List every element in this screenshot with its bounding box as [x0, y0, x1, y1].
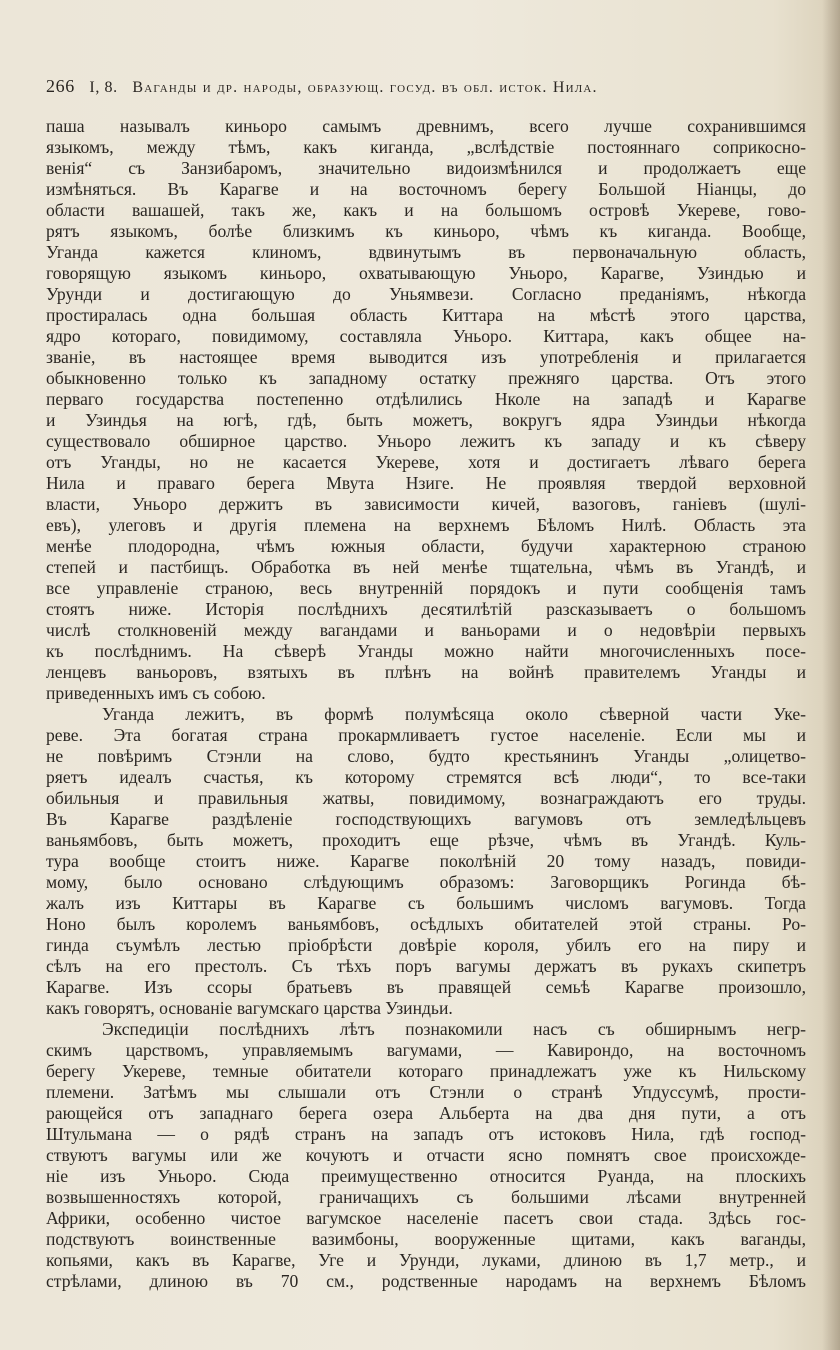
text-line: обыкновенно только къ западному остатку прежняго царства. Отъ этого: [46, 368, 806, 388]
text-line: Ноно былъ королемъ ваньямбовъ, осѣдлыхъ обитателей этой страны. Ро-: [46, 914, 806, 934]
text-line: племени. Затѣмъ мы слышали отъ Стэнли о странѣ Упдуссумѣ, прости-: [46, 1082, 806, 1102]
text-line: званіе, въ настоящее время выводится изъ употребленія и прилагается: [46, 347, 806, 367]
text-line: копьями, какъ въ Карагве, Уге и Урунди, луками, длиною въ 1,7 метр., и: [46, 1250, 806, 1270]
page-edge-shadow: [822, 0, 840, 1350]
text-line: подствуютъ воинственные вазимбоны, вооруженные щитами, какъ ваганды,: [46, 1229, 806, 1249]
text-line: ствуютъ вагумы или же кочуютъ и отчасти ясно помнятъ свое происхожде-: [46, 1145, 806, 1165]
text-line: Экспедиціи послѣднихъ лѣтъ познакомили насъ съ обширнымъ негр-: [102, 1019, 806, 1039]
text-line: простиралась одна большая область Киттара на мѣстѣ этого царства,: [46, 305, 806, 325]
text-line: существовало обширное царство. Уньоро лежитъ къ западу и къ сѣверу: [46, 431, 806, 451]
text-line: и Узиндья на югѣ, гдѣ, быть можетъ, вокругъ ядра Узиндьи нѣкогда: [46, 410, 806, 430]
text-line: Уганда кажется клиномъ, вдвинутымъ въ первоначальную область,: [46, 242, 806, 262]
text-line: ленцевъ ваньоровъ, взятыхъ въ плѣнъ на войнѣ правителемъ Уганды и: [46, 662, 806, 682]
text-line: перваго государства постепенно отдѣлились Нколе на западѣ и Карагве: [46, 389, 806, 409]
text-line: ядро котораго, повидимому, составляла Уньоро. Киттара, какъ общее на-: [46, 326, 806, 346]
text-line: не повѣримъ Стэнли на слово, будто крестьянинъ Уганды „олицетво-: [46, 746, 806, 766]
running-header: [46, 76, 816, 97]
text-line: Нила и праваго берега Мвута Нзиге. Не проявляя твердой верховной: [46, 473, 806, 493]
text-line: рающейся отъ западнаго берега озера Альберта на два дня пути, а отъ: [46, 1103, 806, 1123]
text-line: обильныя и правильныя жатвы, повидимому, вознаграждаютъ его труды.: [46, 788, 806, 808]
text-line: Урунди и достигающую до Уньямвези. Согласно преданіямъ, нѣкогда: [46, 284, 806, 304]
text-line: Штульмана — о рядѣ странъ на западъ отъ истоковъ Нила, гдѣ господ-: [46, 1124, 806, 1144]
section-number: I, 8.: [89, 79, 118, 96]
text-line: рятъ языкомъ, болѣе близкимъ къ киньоро, чѣмъ къ киганда. Вообще,: [46, 221, 806, 241]
running-title: Ваганды и др. народы, образующ. госуд. въ обл. исток. Нила.: [132, 79, 598, 96]
text-line: приведенныхъ имъ съ собою.: [46, 683, 266, 703]
text-line: числѣ столкновеній между вагандами и ваньорами и о недовѣріи первыхъ: [46, 620, 806, 640]
text-line: къ послѣднимъ. На сѣверѣ Уганды можно найти многочисленныхъ посе-: [46, 641, 806, 661]
text-line: степей и пастбищъ. Обработка въ ней менѣе тщательна, чѣмъ въ Угандѣ, и: [46, 557, 806, 577]
text-line: отъ Уганды, но не касается Укереве, хотя и достигаетъ лѣваго берега: [46, 452, 806, 472]
text-line: паша называлъ киньоро самымъ древнимъ, всего лучше сохранившимся: [46, 116, 806, 136]
text-line: сѣлъ на его престолъ. Съ тѣхъ поръ вагумы держатъ въ рукахъ скипетръ: [46, 956, 806, 976]
text-line: ряетъ идеалъ счастья, къ которому стремятся всѣ люди“, то все-таки: [46, 767, 806, 787]
page-body-text: [46, 116, 806, 1292]
text-line: Карагве. Изъ ссоры братьевъ въ правящей семьѣ Карагве произошло,: [46, 977, 806, 997]
text-line: евъ), улеговъ и другія племена на верхнемъ Бѣломъ Нилѣ. Область эта: [46, 515, 806, 535]
text-line: стоятъ ниже. Исторія послѣднихъ десятилѣтій разсказываетъ о большомъ: [46, 599, 806, 619]
text-line: берегу Укереве, темные обитатели котораго принадлежатъ уже къ Нильскому: [46, 1061, 806, 1081]
text-line: возвышенностяхъ которой, граничащихъ съ большими лѣсами внутренней: [46, 1187, 806, 1207]
text-line: говорящую языкомъ киньоро, охватывающую Уньоро, Карагве, Узиндью и: [46, 263, 806, 283]
text-line: стрѣлами, длиною въ 70 см., родственные народамъ на верхнемъ Бѣломъ: [46, 1271, 806, 1291]
text-line: скимъ царствомъ, управляемымъ вагумами, — Кавирондо, на восточномъ: [46, 1040, 806, 1060]
text-line: мому, было основано слѣдующимъ образомъ: Заговорщикъ Рогинда бѣ-: [46, 872, 806, 892]
text-line: Въ Карагве раздѣленіе господствующихъ вагумовъ отъ земледѣльцевъ: [46, 809, 806, 829]
text-line: Африки, особенно чистое вагумское населеніе пасетъ свои стада. Здѣсь гос-: [46, 1208, 806, 1228]
text-line: Уганда лежитъ, въ формѣ полумѣсяца около сѣверной части Уке-: [102, 704, 806, 724]
text-line: языкомъ, между тѣмъ, какъ киганда, „вслѣдствіе постояннаго соприкосно-: [46, 137, 806, 157]
text-line: ваньямбовъ, быть можетъ, проходитъ еще рѣзче, чѣмъ въ Угандѣ. Куль-: [46, 830, 806, 850]
page-number: 266: [46, 76, 75, 96]
text-line: тура вообще стоитъ ниже. Карагве поколѣній 20 тому назадъ, повиди-: [46, 851, 806, 871]
text-line: жалъ изъ Киттары въ Карагве съ большимъ числомъ вагумовъ. Тогда: [46, 893, 806, 913]
text-line: измѣняться. Въ Карагве и на восточномъ берегу Большой Ніанцы, до: [46, 179, 806, 199]
text-line: какъ говорятъ, основаніе вагумскаго царства Узиндьи.: [46, 998, 453, 1018]
text-line: все управленіе страною, весь внутренній порядокъ и пути сообщенія тамъ: [46, 578, 806, 598]
text-line: венія“ съ Занзибаромъ, значительно видоизмѣнился и продолжаетъ еще: [46, 158, 806, 178]
text-line: реве. Эта богатая страна прокармливаетъ густое населеніе. Если мы и: [46, 725, 806, 745]
text-line: власти, Уньоро держитъ въ зависимости кичей, вазоговъ, ганіевъ (шулі-: [46, 494, 806, 514]
text-line: гинда съумѣлъ лестью пріобрѣсти довѣріе короля, убилъ его на пиру и: [46, 935, 806, 955]
text-line: ніе изъ Уньоро. Сюда преимущественно относится Руанда, на плоскихъ: [46, 1166, 806, 1186]
text-line: менѣе плодородна, чѣмъ южныя области, будучи характерною страною: [46, 536, 806, 556]
text-line: области вашашей, такъ же, какъ и на большомъ островѣ Укереве, гово-: [46, 200, 806, 220]
